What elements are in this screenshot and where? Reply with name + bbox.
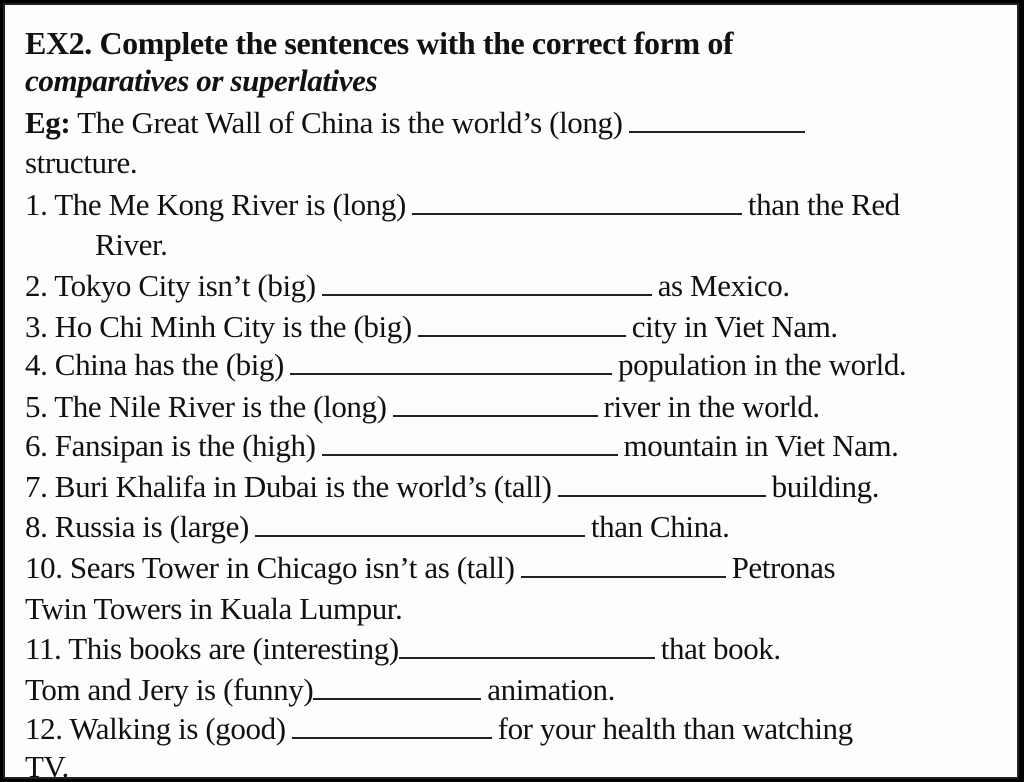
item-3-tail: city in Viet Nam. xyxy=(631,309,838,344)
item-10-continued: Twin Towers in Kuala Lumpur. xyxy=(25,591,403,626)
item-7-tail: building. xyxy=(771,469,880,504)
item-6 xyxy=(25,426,899,466)
item-10-tail: Petronas xyxy=(731,550,836,585)
example-label: Eg: xyxy=(25,105,71,140)
item-1-continued: River. xyxy=(95,227,168,262)
item-12-tail: for your health than watching xyxy=(497,711,853,746)
item-2-text: 2. Tokyo City isn’t (big) xyxy=(25,268,316,303)
item-2-blank[interactable] xyxy=(322,268,652,296)
item-5-blank[interactable] xyxy=(393,389,598,417)
item-2-tail: as Mexico. xyxy=(657,268,790,303)
item-8-blank[interactable] xyxy=(255,509,585,537)
item-11b-text: Tom and Jery is (funny) xyxy=(25,672,314,707)
item-12-text: 12. Walking is (good) xyxy=(25,711,286,746)
example-sentence xyxy=(25,103,811,143)
item-3-blank[interactable] xyxy=(418,309,626,337)
item-6-text: 6. Fansipan is the (high) xyxy=(25,428,316,463)
item-7-text: 7. Buri Khalifa in Dubai is the world’s (tall) xyxy=(25,469,552,504)
item-8 xyxy=(25,507,729,547)
item-5-text: 5. The Nile River is the (long) xyxy=(25,389,387,424)
item-3 xyxy=(25,307,838,347)
example-blank[interactable] xyxy=(629,105,805,133)
item-1-blank[interactable] xyxy=(412,187,742,215)
item-11-text: 11. This books are (interesting) xyxy=(25,631,399,666)
item-11-blank[interactable] xyxy=(399,631,655,659)
item-1-tail: than the Red xyxy=(747,187,900,222)
item-2 xyxy=(25,266,790,306)
item-3-text: 3. Ho Chi Minh City is the (big) xyxy=(25,309,412,344)
item-11b-blank[interactable] xyxy=(313,672,481,700)
item-7 xyxy=(25,467,879,507)
item-5 xyxy=(25,387,820,427)
item-4-blank[interactable] xyxy=(290,347,612,375)
item-4 xyxy=(25,345,906,385)
item-11-tail: that book. xyxy=(660,631,781,666)
item-11b xyxy=(25,670,615,710)
item-1-text: 1. The Me Kong River is (long) xyxy=(25,187,406,222)
exercise-title: EX2. Complete the sentences with the correct form of xyxy=(25,25,734,61)
item-6-tail: mountain in Viet Nam. xyxy=(623,428,899,463)
example-tail: structure. xyxy=(25,145,138,180)
item-12-blank[interactable] xyxy=(292,711,492,739)
item-10 xyxy=(25,548,835,588)
item-8-tail: than China. xyxy=(590,509,730,544)
worksheet-page xyxy=(3,3,1019,779)
item-12-continued: TV. xyxy=(25,749,69,779)
item-10-text: 10. Sears Tower in Chicago isn’t as (tall) xyxy=(25,550,515,585)
item-5-tail: river in the world. xyxy=(603,389,820,424)
item-11 xyxy=(25,629,781,669)
item-11b-tail: animation. xyxy=(487,672,615,707)
item-7-blank[interactable] xyxy=(558,469,766,497)
exercise-subtitle: comparatives or superlatives xyxy=(25,63,378,98)
item-4-text: 4. China has the (big) xyxy=(25,347,284,382)
example-text: The Great Wall of China is the world’s (long) xyxy=(77,105,623,140)
item-10-blank[interactable] xyxy=(521,550,726,578)
item-4-tail: population in the world. xyxy=(617,347,907,382)
item-8-text: 8. Russia is (large) xyxy=(25,509,249,544)
item-6-blank[interactable] xyxy=(322,428,618,456)
item-1 xyxy=(25,185,900,225)
item-12 xyxy=(25,709,853,749)
